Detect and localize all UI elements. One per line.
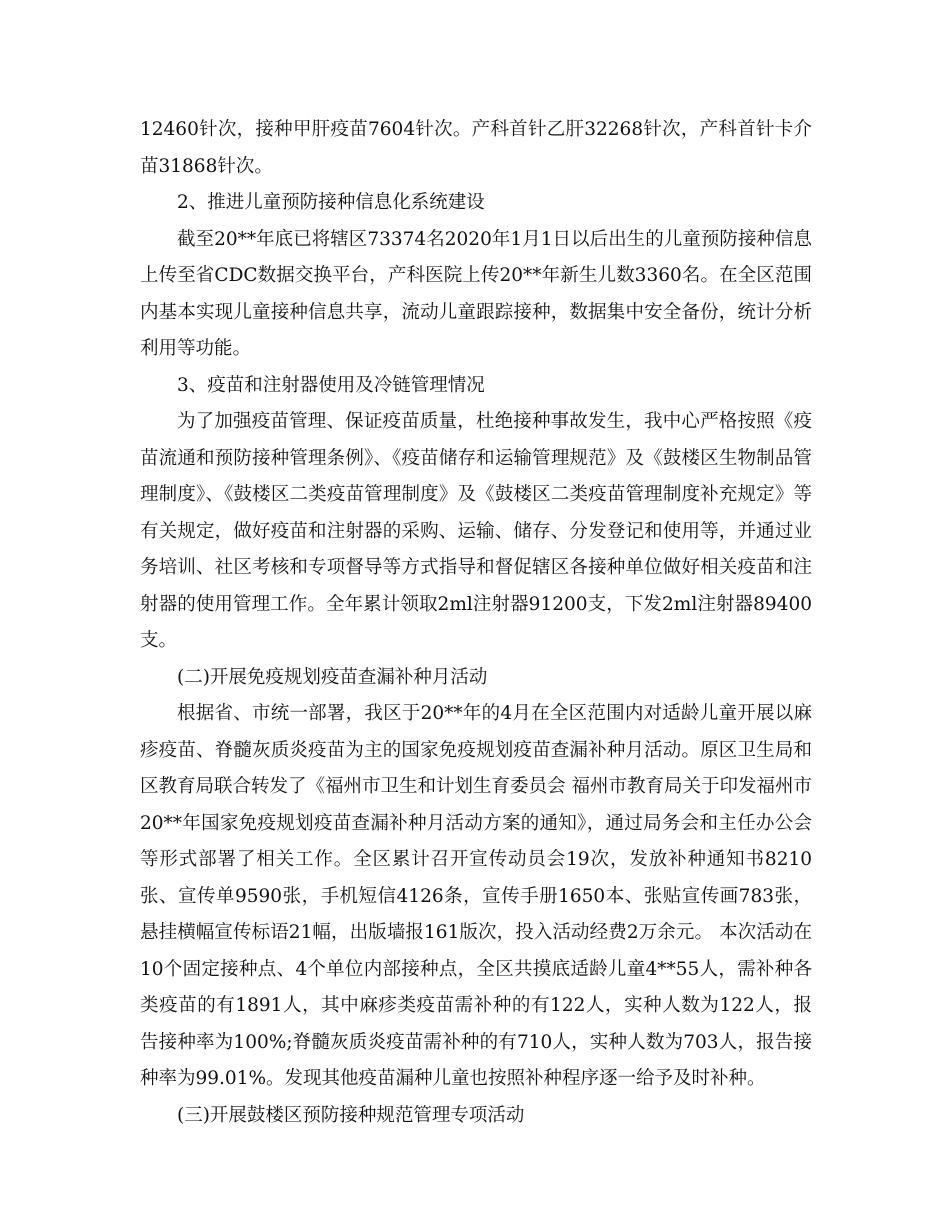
section-heading-standardized-management: (三)开展鼓楼区预防接种规范管理专项活动 — [177, 1104, 525, 1126]
section-heading-vaccine-management: 3、疫苗和注射器使用及冷链管理情况 — [177, 374, 485, 396]
paragraph-informatization: 截至20**年底已将辖区73374名2020年1月1日以后出生的儿童预防接种信息上传至省CDC数据交换平台，产科医院上传20**年新生儿数3360名。在全区范围内基本实现儿童接种信息共享，流动儿童跟踪接种，数据集中安全备份，统计分析利用等功能。 — [140, 228, 812, 359]
section-heading-catch-up-month: (二)开展免疫规划疫苗查漏补种月活动 — [177, 666, 488, 688]
paragraph-continuation: 12460针次，接种甲肝疫苗7604针次。产科首针乙肝32268针次，产科首针卡介苗31868针次。 — [140, 119, 812, 177]
paragraph-vaccine-management: 为了加强疫苗管理、保证疫苗质量，杜绝接种事故发生，我中心严格按照《疫苗流通和预防接种管理条例》、《疫苗储存和运输管理规范》及《鼓楼区生物制品管理制度》、《鼓楼区二类疫苗管理制度》及《鼓楼区二类疫苗管理制度补充规定》等有关规定，做好疫苗和注射器的采购、运输、储存、分发登记和使用等，并通过业务培训、社区考核和专项督导等方式指导和督促辖区各接种单位做好相关疫苗和注射器的使用管理工作。全年累计领取2ml注射器91200支，下发2ml注射器89400支。 — [140, 411, 812, 651]
document-body — [140, 112, 812, 1134]
section-heading-informatization: 2、推进儿童预防接种信息化系统建设 — [177, 192, 485, 213]
paragraph-catch-up-month: 根据省、市统一部署，我区于20**年的4月在全区范围内对适龄儿童开展以麻疹疫苗、脊髓灰质炎疫苗为主的国家免疫规划疫苗查漏补种月活动。原区卫生局和区教育局联合转发了《福州市卫生和计划生育委员会 福州市教育局关于印发福州市20**年国家免疫规划疫苗查漏补种月活动方案的通知》，通过局务会和主任办公会等形式部署了相关工作。全区累计召开宣传动员会19次，发放补种通知书8210张、宣传单9590张，手机短信4126条，宣传手册1650本、张贴宣传画783张，悬挂横幅宣传标语21幅，出版墙报161版次，投入活动经费2万余元。 本次活动在10个固定接种点、4个单位内部接种点，全区共摸底适龄儿童4**55人，需补种各类疫苗的有1891人，其中麻疹类疫苗需补种的有122人，实种人数为122人，报告接种率为100%;脊髓灰质炎疫苗需补种的有710人，实种人数为703人，报告接种率为99.01%。发现其他疫苗漏种儿童也按照补种程序逐一给予及时补种。 — [140, 703, 812, 1089]
